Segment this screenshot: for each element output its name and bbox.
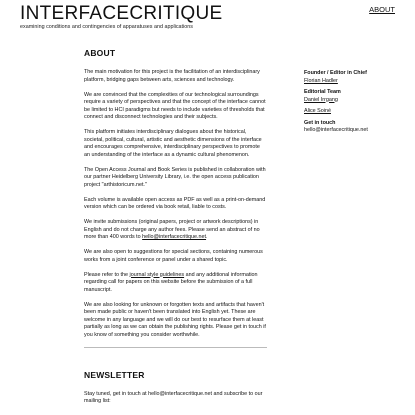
site-tagline: examining conditions and contingencies of apparatuses and applications [20,24,193,30]
main-content [84,48,267,413]
about-paragraph-6-end: . [206,234,208,240]
site-title[interactable]: INTERFACECRITIQUE [20,3,223,24]
submission-email-link[interactable]: hello@interfacecritique.net [142,234,207,240]
about-paragraph-5: Each volume is available open access as PDF as well as a print-on-demand version which can be ordered via book retail, liable to costs. [84,196,266,210]
founder-name-link[interactable]: Florian Hadler [304,77,338,84]
about-paragraph-6-text: We invite submissions (original papers, project or artwork descriptions) in English and do not charge any author fees. Please send an abstract of no more than 400 words to [84,219,260,240]
about-paragraph-9: We are also looking for unknown or forgotten texts and artifacts that haven't been made public or haven't been translated into English yet. These are welcome in any language and we will do our best to resurface them at least partially as long as we can obtain the publishing rights. Please get in touch if you know of something you consider worthwhile. [84,301,266,338]
about-paragraph-8 [84,272,267,295]
contact-role: Get in touch [304,119,336,126]
sidebar [304,70,404,135]
founder-role: Founder / Editor in Chief [304,70,367,76]
newsletter-heading: NEWSLETTER [84,369,145,380]
about-paragraph-1: The main motivation for this project is the facilitation of an interdisciplinary platform, bridging gaps between arts, sciences and technology. [84,69,260,83]
about-paragraph-8-end: and any additional information regarding call for papers on this website before the submission of a full manuscript. [84,271,258,293]
about-paragraph-6 [84,219,267,242]
nav-about-link[interactable]: ABOUT [369,5,395,14]
about-paragraph-4: The Open Access Journal and Book Series is published in collaboration with our partner Heidelberg University Library, i.e. the open access publication project "arthistoricum.net." [84,166,266,188]
newsletter-text: Stay tuned, get in touch at hello@interfacecritique.net and subscribe to our mailing list: [84,390,263,404]
about-paragraph-3: This platform initiates interdisciplinary dialogues about the historical, societal, political, cultural, artistic and aesthetic dimensions of the interface and encourages comprehensive, interdisciplinary perspectives to promote an understanding of the interface as a dynamic cultural phenomenon. [84,129,262,158]
editorial-team-role: Editorial Team [304,89,341,95]
about-paragraph-7: We are also open to suggestions for special sections, containing numerous works from a joint conference or panel under a shared topic. [84,249,263,263]
about-paragraph-8-text: Please refer to the [84,271,130,278]
section-divider [84,347,267,348]
editor-name-link-2[interactable]: Alice Soiné [304,108,331,114]
about-heading: ABOUT [84,48,116,58]
contact-email[interactable]: hello@interfacecritique.net [304,127,368,133]
style-guidelines-link[interactable]: journal style guidelines [129,271,185,278]
about-paragraph-2: We are convinced that the complexities of our technological surroundings require a variety of perspectives and that the concept of the interface cannot be limited to HCI paradigms but needs to include varieties of thresholds that connect and disconnect technologies and their subjects. [84,91,266,120]
editor-name-link-1[interactable]: Daniel Irrgang [304,96,338,103]
